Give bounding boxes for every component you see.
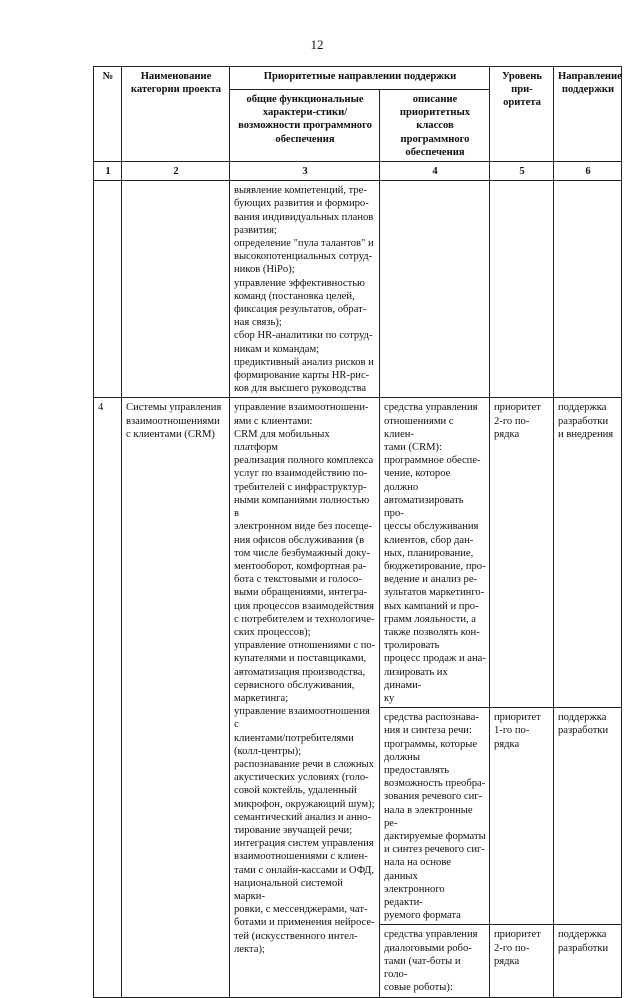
row-category: Системы управления взаимоотношениями с клиентами (CRM)	[122, 398, 230, 998]
row-description: средства распознава- ния и синтеза речи: программы, которые должны предоставлять возможность преобра- зования речевого сиг- нала в электронные ре- дактируемые форматы и синтез речевого сиг- нала на основе данных электронного редакти- руемого формата	[380, 708, 490, 925]
column-number: 5	[490, 162, 554, 181]
column-number: 3	[230, 162, 380, 181]
header-level: Уровень при-оритета	[490, 67, 554, 162]
header-description: описание приоритетных классов программного обеспечения	[380, 90, 490, 162]
column-number: 6	[554, 162, 622, 181]
page-number: 12	[310, 37, 324, 52]
row-direction: поддержка разработки	[554, 925, 622, 998]
row-direction: поддержка разработки	[554, 708, 622, 925]
header-general: общие функциональные характери-стики/ возможности программного обеспечения	[230, 90, 380, 162]
header-category: Наименование категории проекта	[122, 67, 230, 162]
row-description: средства управления диалоговыми робо- тами (чат-боты и голо- совые роботы):	[380, 925, 490, 998]
header-direction: Направление поддержки	[554, 67, 622, 162]
cont-level-cell	[490, 181, 554, 398]
row-number: 4	[94, 398, 122, 998]
row-features: управление взаимоотношени- ями с клиентами: CRM для мобильных платформ реализация полного комплекса услуг по взаимодействию по- требителей с инфраструктур- ными компаниями полностью в электронном виде без посеще- ния офисов обслуживания (в том числе безбумажный доку- ментооборот, комфортная ра- бота с текстовыми и голосо- выми обращениями, интегра- ция процессов взаимодействия с потребителем и технологиче- ских процессов); управление отношениями с по- купателями и поставщиками, автоматизация производства, сервисного обслуживания, маркетинга; управление взаимоотношения с клиентами/потребителями (колл-центры); распознавание речи в сложных акустических условиях (голо- совой коктейль, удаленный микрофон, окружающий шум); семантический анализ и анно- тирование звучащей речи; интеграция систем управления взаимоотношениями с клиен- тами с онлайн-кассами и ОФД, национальной системой марки- ровки, с мессенджерами, чат- ботами и применения нейросе- тей (искусственного интел- лекта);	[230, 398, 380, 998]
row-level: приоритет 2-го по- рядка	[490, 398, 554, 708]
cont-description-cell	[380, 181, 490, 398]
row-direction: поддержка разработки и внедрения	[554, 398, 622, 708]
cont-category-cell	[122, 181, 230, 398]
row-level: приоритет 2-го по- рядка	[490, 925, 554, 998]
column-numbers-row	[94, 162, 622, 181]
header-no: №	[94, 67, 122, 162]
header-row-1	[94, 67, 622, 90]
row-description: средства управления отношениями с клиен- тами (CRM): программное обеспе- чение, которое должно автоматизировать про- цессы обслуживания клиентов, сбор дан- ных, планирование, бюджетирование, про- ведение и анализ ре- зультатов маркетинго- вых кампаний и про- грамм лояльности, а также позволять кон- тролировать процесс продаж и ана- лизировать их динами- ку	[380, 398, 490, 708]
cont-direction-cell	[554, 181, 622, 398]
cont-features-cell: выявление компетенций, тре- бующих развития и формиро- вания индивидуальных планов развития; определение "пула талантов" и высокопотенциальных сотруд- ников (HiPo); управление эффективностью команд (постановка целей, фиксация результатов, обрат- ная связь); сбор HR-аналитики по сотруд- никам и командам; предиктивный анализ рисков и формирование карты HR-рис- ков для высшего руководства	[230, 181, 380, 398]
column-number: 1	[94, 162, 122, 181]
header-priority-group: Приоритетные направлении поддержки	[230, 67, 490, 90]
cont-num-cell	[94, 181, 122, 398]
column-number: 4	[380, 162, 490, 181]
priority-table	[93, 66, 622, 998]
continuation-row	[94, 181, 622, 398]
column-number: 2	[122, 162, 230, 181]
table-row	[94, 398, 622, 708]
row-level: приоритет 1-го по- рядка	[490, 708, 554, 925]
